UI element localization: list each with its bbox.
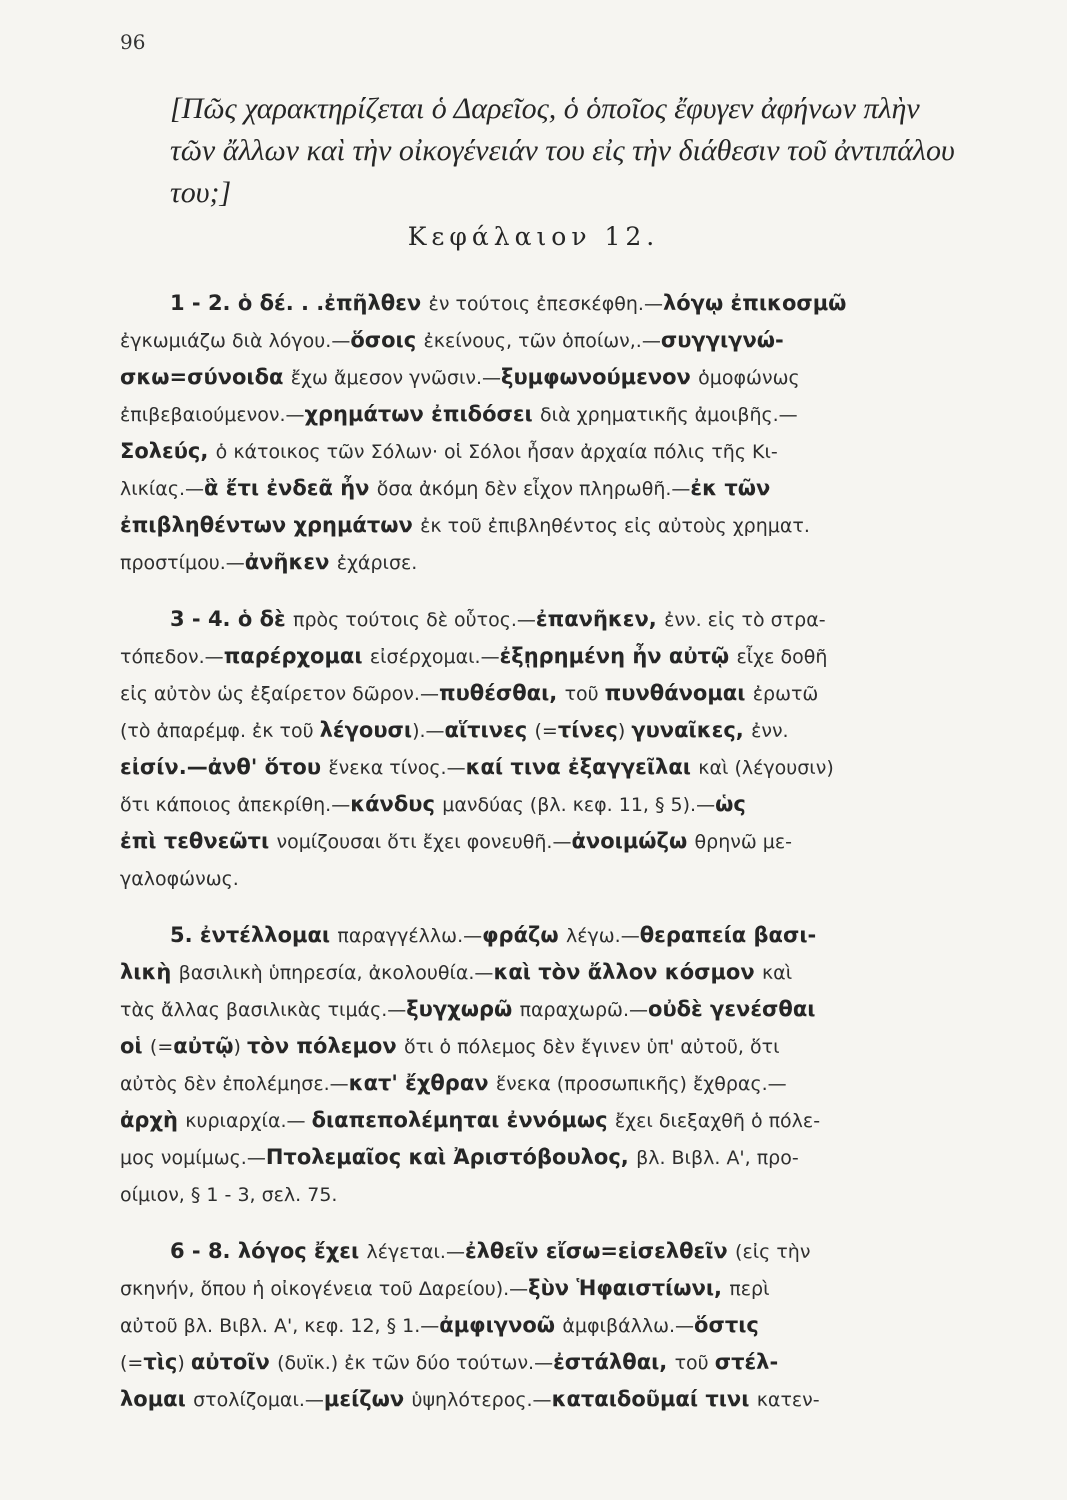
chapter-heading: Κεφάλαιον 12.: [407, 222, 660, 251]
lemma-term: ἀνοιμώζω: [571, 829, 695, 853]
gloss-text: ἐγκωμιάζω διὰ λόγου.—: [120, 330, 351, 352]
gloss-text: ἐρωτῶ: [752, 683, 819, 705]
gloss-text: (τὸ ἀπαρέμφ. ἐκ τοῦ: [120, 720, 320, 742]
text-line: [120, 1307, 990, 1344]
lemma-term: οἱ: [120, 1034, 150, 1058]
text-line: [120, 544, 990, 581]
gloss-text: σκηνήν, ὅπου ἡ οἰκογένεια τοῦ Δαρείου).—: [120, 1278, 529, 1300]
text-line: [120, 1344, 990, 1381]
text-line: [120, 285, 990, 322]
lemma-term: Πτολεμαῖος καὶ Ἀριστόβουλος,: [265, 1145, 637, 1169]
commentary-paragraph: [120, 285, 990, 581]
gloss-text: (=: [120, 1352, 144, 1374]
lemma-term: μείζων: [323, 1387, 412, 1411]
lemma-term: ἐστάλθαι,: [553, 1350, 675, 1374]
lemma-term: ἐλθεῖν εἴσω=εἰσελθεῖν: [464, 1239, 736, 1263]
lemma-term: ἃ ἔτι ἐνδεᾶ ἦν: [204, 476, 377, 500]
text-line: [120, 1139, 990, 1176]
question-line: του;]: [170, 176, 232, 209]
gloss-text: εἶχε δοθῆ: [736, 646, 828, 668]
gloss-text: ὅσα ἀκόμη δὲν εἶχον πληρωθῆ.—: [376, 478, 691, 500]
lemma-term: Σολεύς,: [120, 439, 216, 463]
text-line: [120, 991, 990, 1028]
text-line: [120, 860, 990, 897]
gloss-text: λικίας.—: [120, 478, 205, 500]
gloss-text: εἰσέρχομαι.—: [369, 646, 500, 668]
gloss-text: ἐκείνους, τῶν ὁποίων,.—: [423, 330, 661, 352]
lemma-term: ἐπανῆκεν,: [535, 607, 665, 631]
gloss-text: παραγγέλλω.—: [337, 925, 483, 947]
gloss-text: περὶ: [729, 1278, 770, 1300]
gloss-text: ὁμοφώνως: [698, 367, 800, 389]
text-line: [120, 1065, 990, 1102]
text-line: [120, 470, 990, 507]
gloss-text: προστίμου.—: [120, 552, 245, 574]
commentary-paragraph: [120, 1233, 990, 1418]
gloss-text: παραχωρῶ.—: [519, 999, 649, 1021]
lemma-term: πυθέσθαι,: [438, 681, 565, 705]
text-line: [120, 1233, 990, 1270]
lemma-term: αἵτινες: [444, 718, 535, 742]
lemma-term: πυνθάνομαι: [604, 681, 753, 705]
lemma-term: γυναῖκες,: [631, 718, 752, 742]
gloss-text: νομίζουσαι ὅτι ἔχει φονευθῆ.—: [276, 831, 572, 853]
gloss-text: μος νομίμως.—: [120, 1147, 266, 1169]
text-line: [120, 638, 990, 675]
lemma-term: αὐτῷ: [173, 1034, 234, 1058]
lemma-term: ἐπιβληθέντων χρημάτων: [120, 513, 421, 537]
gloss-text: λέγω.—: [565, 925, 640, 947]
gloss-text: αὐτοῦ βλ. Βιβλ. Α', κεφ. 12, § 1.—: [120, 1315, 440, 1337]
lemma-term: ὅσοις: [350, 328, 424, 352]
text-line: [120, 786, 990, 823]
gloss-text: ἀμφιβάλλω.—: [562, 1315, 695, 1337]
text-line: [120, 1270, 990, 1307]
lemma-term: καί τινα ἐξαγγεῖλαι: [465, 755, 699, 779]
gloss-text: (δυϊκ.) ἐκ τῶν δύο τούτων.—: [277, 1352, 554, 1374]
text-line: [120, 433, 990, 470]
lemma-term: συγγιγνώ-: [660, 328, 784, 352]
lemma-term: στέλ-: [714, 1350, 779, 1374]
lemma-term: ἐξῃρημένη ἦν αὐτῷ: [499, 644, 737, 668]
commentary-paragraph: [120, 601, 990, 897]
lemma-term: λικὴ: [120, 960, 179, 984]
lemma-term: τὶς: [143, 1350, 178, 1374]
text-line: [120, 1176, 990, 1213]
gloss-text: ἐπιβεβαιούμενον.—: [120, 404, 305, 426]
lemma-term: καταιδοῦμαί τινι: [551, 1387, 757, 1411]
lemma-term: φράζω: [482, 923, 566, 947]
text-line: [120, 823, 990, 860]
lemma-term: χρημάτων ἐπιδόσει: [304, 402, 541, 426]
lemma-term: τίνες: [557, 718, 618, 742]
lemma-term: ὡς: [715, 792, 746, 816]
gloss-text: ἕνεκα (προσωπικῆς) ἔχθρας.—: [495, 1073, 787, 1095]
gloss-text: ἔχει διεξαχθῆ ὁ πόλε-: [614, 1110, 821, 1132]
lemma-term: κάνδυς: [350, 792, 443, 816]
text-line: [120, 322, 990, 359]
study-question: [170, 88, 990, 214]
gloss-text: τόπεδον.—: [120, 646, 224, 668]
gloss-text: τοῦ: [564, 683, 605, 705]
lemma-term: ἐπὶ τεθνεῶτι: [120, 829, 277, 853]
lemma-term: ξυμφωνούμενον: [501, 365, 699, 389]
lemma-term: λομαι: [120, 1387, 194, 1411]
gloss-text: κυριαρχία.—: [185, 1110, 312, 1132]
lemma-term: τὸν πόλεμον: [246, 1034, 404, 1058]
commentary-paragraph: [120, 917, 990, 1213]
gloss-text: στολίζομαι.—: [193, 1389, 324, 1411]
text-line: [120, 1102, 990, 1139]
lemma-term: 1 - 2. ὁ δέ. . .ἐπῆλθεν: [170, 291, 429, 315]
text-line: [120, 1028, 990, 1065]
gloss-text: οίμιον, § 1 - 3, σελ. 75.: [120, 1184, 338, 1206]
text-line: [120, 712, 990, 749]
text-line: [120, 396, 990, 433]
gloss-text: ): [177, 1352, 191, 1374]
gloss-text: (εἰς τὴν: [735, 1241, 811, 1263]
gloss-text: διὰ χρηματικῆς ἀμοιβῆς.—: [540, 404, 798, 426]
lemma-term: ξυγχωρῶ: [406, 997, 520, 1021]
gloss-text: καὶ: [761, 962, 793, 984]
lemma-term: 3 - 4. ὁ δὲ: [170, 607, 294, 631]
lemma-term: 5. ἐντέλλομαι: [170, 923, 338, 947]
gloss-text: βλ. Βιβλ. Α', προ-: [636, 1147, 799, 1169]
lemma-term: ἀμφιγνοῶ: [439, 1313, 563, 1337]
lemma-term: ἀρχὴ: [120, 1108, 186, 1132]
gloss-text: λέγεται.—: [366, 1241, 465, 1263]
gloss-text: ἐχάρισε.: [336, 552, 418, 574]
gloss-text: καὶ (λέγουσιν): [698, 757, 834, 779]
text-line: [120, 601, 990, 638]
page-number: 96: [120, 30, 146, 54]
gloss-text: ἐκ τοῦ ἐπιβληθέντος εἰς αὐτοὺς χρηματ.: [420, 515, 810, 537]
gloss-text: ἐνν. εἰς τὸ στρα-: [664, 609, 826, 631]
gloss-text: μανδύας (βλ. κεφ. 11, § 5).—: [442, 794, 716, 816]
gloss-text: τὰς ἄλλας βασιλικὰς τιμάς.—: [120, 999, 407, 1021]
gloss-text: ): [233, 1036, 247, 1058]
gloss-text: ἔχω ἄμεσον γνῶσιν.—: [290, 367, 502, 389]
lemma-term: λέγουσι: [319, 718, 413, 742]
lemma-term: ἀνῆκεν: [244, 550, 337, 574]
commentary-body: [120, 285, 990, 1418]
text-line: [120, 954, 990, 991]
lemma-term: λόγῳ ἐπικοσμῶ: [662, 291, 847, 315]
gloss-text: κατεν-: [756, 1389, 820, 1411]
text-line: [120, 749, 990, 786]
lemma-term: εἰσίν.—: [120, 755, 208, 779]
gloss-text: ἐνν.: [751, 720, 789, 742]
lemma-term: σκω=σύνοιδα: [120, 365, 291, 389]
gloss-text: ): [617, 720, 632, 742]
gloss-text: ὅτι κάποιος ἀπεκρίθη.—: [120, 794, 351, 816]
lemma-term: καὶ τὸν ἄλλον κόσμον: [493, 960, 762, 984]
lemma-term: κατ' ἔχθραν: [348, 1071, 496, 1095]
lemma-term: ὅστις: [694, 1313, 759, 1337]
lemma-term: ἐκ τῶν: [690, 476, 771, 500]
gloss-text: πρὸς τούτοις δὲ οὗτος.—: [293, 609, 536, 631]
gloss-text: εἰς αὐτὸν ὡς ἐξαίρετον δῶρον.—: [120, 683, 439, 705]
gloss-text: ὁ κάτοικος τῶν Σόλων· οἱ Σόλοι ἦσαν ἀρχαία πόλις τῆς Κι-: [215, 441, 778, 463]
lemma-term: παρέρχομαι: [223, 644, 370, 668]
gloss-text: ἐν τούτοις ἐπεσκέφθη.—: [428, 293, 663, 315]
gloss-text: θρηνῶ με-: [694, 831, 793, 853]
question-line: τῶν ἄλλων καὶ τὴν οἰκογένειάν του εἰς τὴν διάθεσιν τοῦ ἀντιπάλου: [170, 134, 955, 167]
gloss-text: ἕνεκα τίνος.—: [328, 757, 466, 779]
text-line: [120, 507, 990, 544]
lemma-term: διαπεπολέμηται ἐννόμως: [311, 1108, 615, 1132]
text-line: [120, 917, 990, 954]
lemma-term: θεραπεία βασι-: [639, 923, 817, 947]
gloss-text: τοῦ: [674, 1352, 715, 1374]
gloss-text: (=: [149, 1036, 174, 1058]
lemma-term: οὐδὲ γενέσθαι: [648, 997, 816, 1021]
gloss-text: αὐτὸς δὲν ἐπολέμησε.—: [120, 1073, 349, 1095]
gloss-text: γαλοφώνως.: [120, 868, 239, 890]
gloss-text: ὅτι ὁ πόλεμος δὲν ἔγινεν ὑπ' αὐτοῦ, ὅτι: [403, 1036, 780, 1058]
question-line: [Πῶς χαρακτηρίζεται ὁ Δαρεῖος, ὁ ὁποῖος ἔφυγεν ἀφήνων πλὴν: [170, 92, 920, 125]
text-line: [120, 675, 990, 712]
gloss-text: βασιλικὴ ὑπηρεσία, ἀκολουθία.—: [178, 962, 494, 984]
lemma-term: αὐτοῖν: [190, 1350, 278, 1374]
lemma-term: 6 - 8. λόγος ἔχει: [170, 1239, 367, 1263]
gloss-text: ὑψηλότερος.—: [411, 1389, 552, 1411]
gloss-text: (=: [534, 720, 558, 742]
text-line: [120, 1381, 990, 1418]
gloss-text: ).—: [412, 720, 445, 742]
lemma-term: ξὺν Ἡφαιστίωνι,: [528, 1276, 730, 1300]
lemma-term: ἀνθ' ὅτου: [207, 755, 329, 779]
text-line: [120, 359, 990, 396]
